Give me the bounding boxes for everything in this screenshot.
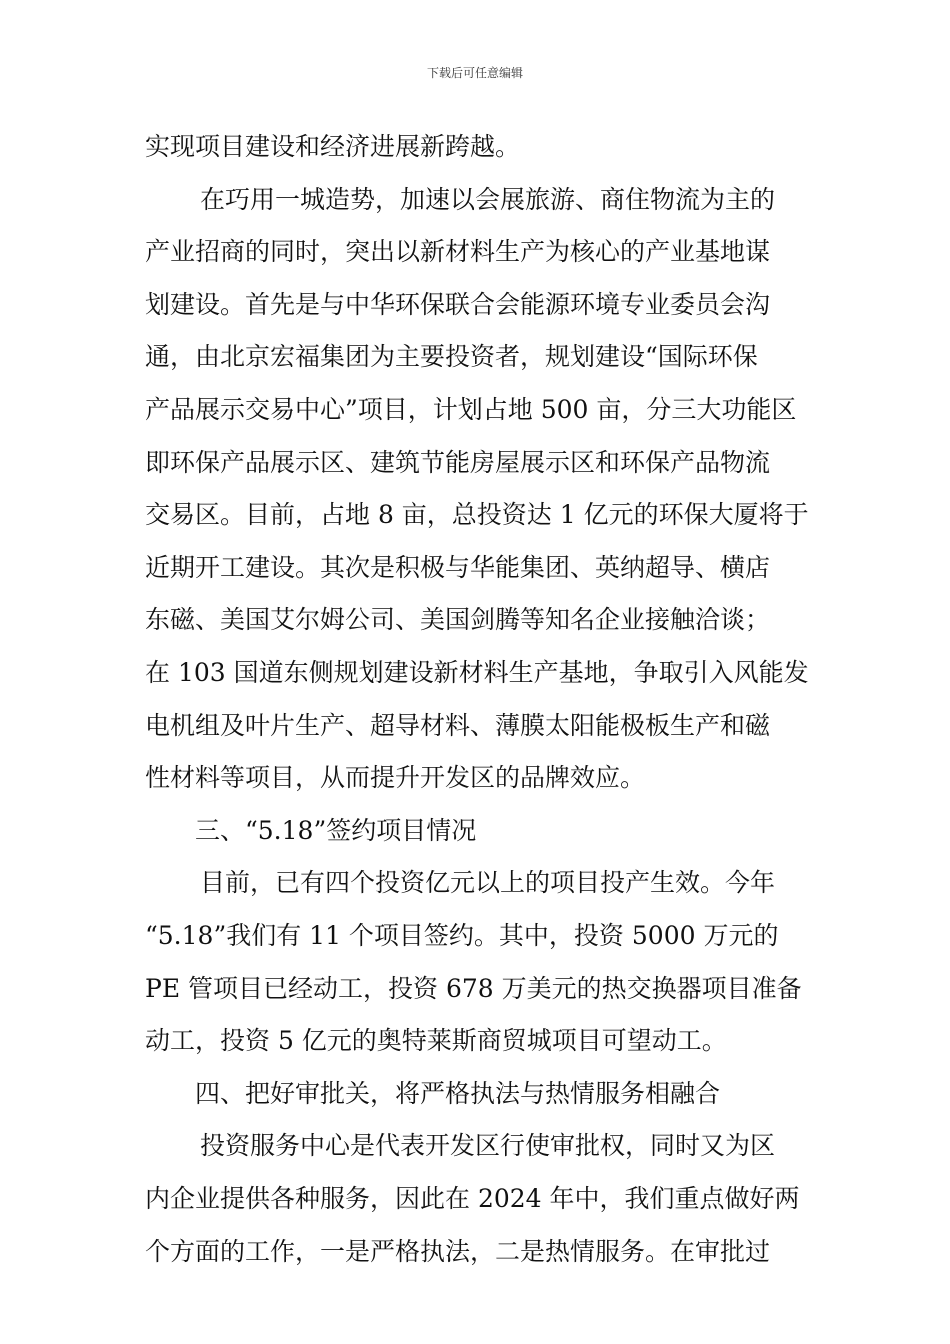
paragraph-line: 产品展示交易中心”项目，计划占地 500 亩，分三大功能区	[145, 395, 797, 424]
paragraph-line: 实现项目建设和经济进展新跨越。	[145, 132, 521, 161]
section-heading: 三、“5.18”签约项目情况	[195, 815, 477, 845]
page-header: 下载后可任意编辑	[426, 66, 523, 80]
paragraph-line: 性材料等项目，从而提升开发区的品牌效应。	[145, 763, 646, 793]
paragraph-line: 内企业提供各种服务，因此在 2024 年中，我们重点做好两	[145, 1184, 800, 1213]
paragraph-line: 在 103 国道东侧规划建设新材料生产基地，争取引入风能发	[145, 658, 809, 687]
paragraph-line: 电机组及叶片生产、超导材料、薄膜太阳能极板生产和磁	[145, 710, 771, 740]
paragraph-line: 东磁、美国艾尔姆公司、美国剑腾等知名企业接触洽谈；	[145, 605, 771, 635]
paragraph-line: 动工，投资 5 亿元的奥特莱斯商贸城项目可望动工。	[145, 1026, 727, 1056]
paragraph-line: 通，由北京宏福集团为主要投资者，规划建设“国际环保	[145, 342, 758, 372]
paragraph-line: 投资服务中心是代表开发区行使审批权，同时又为区	[200, 1131, 776, 1161]
paragraph-line: 交易区。目前，占地 8 亩，总投资达 1 亿元的环保大厦将于	[145, 500, 809, 530]
paragraph-line: 目前，已有四个投资亿元以上的项目投产生效。今年	[200, 868, 776, 898]
paragraph-line: 产业招商的同时，突出以新材料生产为核心的产业基地谋	[145, 237, 771, 267]
paragraph-line: “5.18”我们有 11 个项目签约。其中，投资 5000 万元的	[145, 921, 779, 950]
section-heading: 四、把好审批关，将严格执法与热情服务相融合	[195, 1078, 721, 1108]
paragraph-line: 划建设。首先是与中华环保联合会能源环境专业委员会沟	[145, 289, 771, 319]
paragraph-line: 个方面的工作，一是严格执法，二是热情服务。在审批过	[145, 1236, 771, 1266]
paragraph-line: 在巧用一城造势，加速以会展旅游、商住物流为主的	[200, 184, 776, 214]
paragraph-line: 近期开工建设。其次是积极与华能集团、英纳超导、横店	[145, 552, 771, 582]
paragraph-line: 即环保产品展示区、建筑节能房屋展示区和环保产品物流	[145, 447, 771, 477]
paragraph-line: PE 管项目已经动工，投资 678 万美元的热交换器项目准备	[145, 973, 802, 1003]
